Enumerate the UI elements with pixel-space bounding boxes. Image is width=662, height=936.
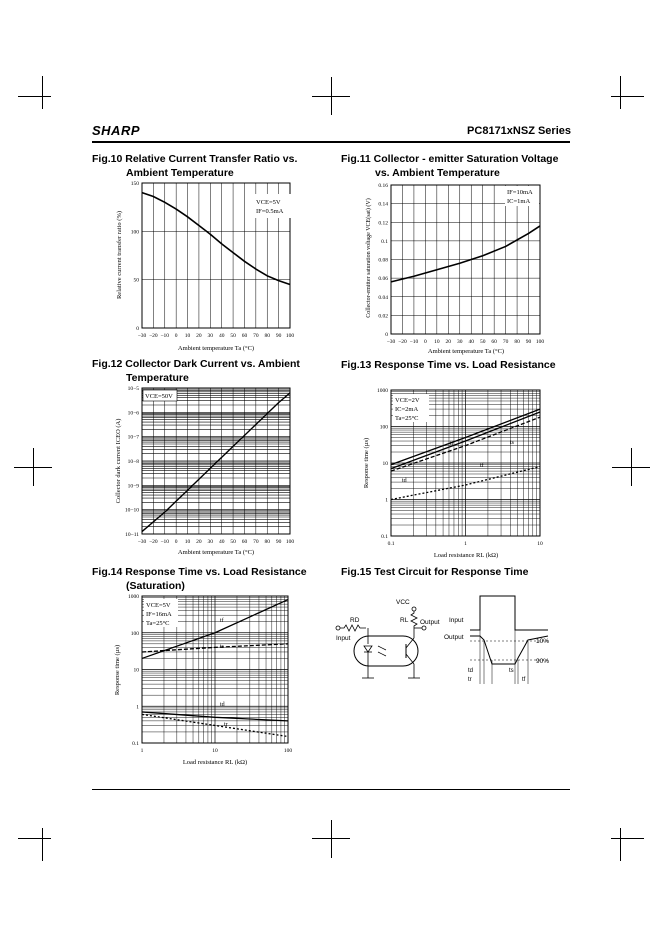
- fig11-ytick: 0.16: [378, 183, 388, 189]
- fig10-ytick: 0: [136, 326, 139, 332]
- fig11-xtick: −20: [398, 339, 407, 345]
- fig11-xtick: 20: [445, 339, 452, 345]
- fig14-xtick: 1: [140, 748, 144, 754]
- fig13-xtick: 1: [464, 541, 467, 547]
- fig11-xtick: 30: [457, 339, 463, 345]
- fig11-cond-ic: IC=1mA: [507, 198, 531, 205]
- header-rule: [92, 141, 570, 143]
- fig10-xtick: 40: [218, 333, 225, 339]
- fig15-rl: RL: [400, 617, 409, 624]
- fig15-wave-input-label: Input: [449, 617, 464, 624]
- fig14-label-tr: tr: [224, 722, 228, 728]
- fig13-label-tf: tf: [480, 463, 484, 469]
- fig15-circuit-output: Output: [420, 619, 440, 626]
- fig14-ytick: 1: [136, 704, 139, 711]
- fig12-ytick: 10−9: [127, 483, 139, 490]
- fig10-xtick: 0: [174, 333, 178, 339]
- fig11-cond-if: IF=10mA: [507, 189, 533, 196]
- fig12-title: Fig.12 Collector Dark Current vs. Ambient Temperature: [92, 358, 300, 384]
- fig13-xtick: 0.1: [387, 541, 395, 547]
- fig11-xtick: 90: [525, 339, 532, 345]
- fig14-title: Fig.14 Response Time vs. Load Resistance (Saturation): [92, 566, 307, 592]
- fig10-xtick: −30: [137, 333, 147, 339]
- fig10-ytick: 50: [133, 277, 139, 284]
- fig14-ytick: 100: [130, 630, 139, 637]
- fig15-wave-output-label: Output: [444, 634, 464, 641]
- model-title: PC8171xNSZ Series: [467, 125, 571, 137]
- fig10-xtick: 50: [230, 333, 236, 339]
- fig13-ytick: 100: [379, 424, 388, 431]
- fig10-xtick: 10: [184, 333, 191, 339]
- fig15-rd: RD: [350, 617, 360, 624]
- fig12-cond-vce: VCE=50V: [145, 393, 173, 400]
- fig13-cond-ic: IC=2mA: [395, 406, 419, 413]
- fig11-xlabel: Ambient temperature Ta (°C): [427, 348, 505, 355]
- fig12-ytick: 10−7: [127, 434, 139, 441]
- fig13-label-tr: tr: [450, 441, 454, 447]
- fig12-xlabel: Ambient temperature Ta (°C): [177, 549, 255, 556]
- fig12-ytick: 10−6: [127, 410, 139, 417]
- fig12-chart: [90, 385, 310, 560]
- fig15-vcc: VCC: [396, 599, 410, 606]
- fig13-ytick: 1: [385, 497, 388, 504]
- fig10-cond-vce: VCE=5V: [256, 199, 281, 206]
- fig10-xtick: −20: [149, 333, 158, 339]
- fig14-ytick: 10: [133, 667, 139, 674]
- fig14-ytick: 0.1: [132, 741, 139, 747]
- fig10-title: Fig.10 Relative Current Transfer Ratio vs. Ambient Temperature: [92, 153, 298, 179]
- fig14-cond-ta: Ta=25°C: [146, 620, 170, 627]
- fig11-ytick: 0.02: [378, 313, 388, 320]
- fig12-xtick: 90: [275, 539, 282, 545]
- fig11-xtick: 10: [434, 339, 440, 345]
- fig13-title: Fig.13 Response Time vs. Load Resistance: [341, 359, 556, 371]
- fig11-chart: [340, 182, 562, 360]
- fig14-ylabel: Response time (µs): [114, 644, 121, 696]
- fig10-xtick: 30: [207, 333, 214, 339]
- fig12-xtick: 20: [196, 539, 202, 545]
- fig11-ylabel: Collector-emitter saturation voltage VCE(sat) (V): [366, 198, 372, 318]
- fig10-xlabel: Ambient temperature Ta (°C): [177, 345, 255, 352]
- fig14-xtick: 10: [212, 748, 218, 754]
- fig13-cond-vce: VCE=2V: [395, 397, 420, 404]
- fig12-xtick: 40: [218, 539, 225, 545]
- fig11-ytick: 0.04: [378, 294, 388, 301]
- fig11-xtick: −30: [386, 339, 396, 345]
- fig10-ytick: 150: [130, 181, 139, 187]
- fig10-chart: [90, 180, 310, 355]
- fig12-ytick: 10−8: [127, 459, 139, 465]
- fig15-pct90: 90%: [536, 658, 550, 665]
- fig13-ytick: 1000: [377, 388, 388, 394]
- fig10-xtick: 80: [264, 333, 270, 339]
- fig11-xtick: 40: [468, 339, 474, 345]
- fig11-ytick: 0: [385, 332, 388, 338]
- fig15-td: td: [468, 668, 474, 674]
- brand-logo: SHARP: [92, 123, 141, 138]
- fig11-ytick: 0.12: [378, 220, 388, 227]
- fig12-xtick: 60: [241, 539, 248, 545]
- fig14-chart: [90, 592, 310, 770]
- fig11-xtick: 50: [479, 339, 486, 345]
- fig11-xtick: 0: [424, 339, 427, 345]
- fig13-ytick: 0.1: [381, 534, 388, 540]
- fig15-title: Fig.15 Test Circuit for Response Time: [341, 566, 529, 578]
- fig11-ytick: 0.08: [378, 257, 388, 264]
- fig10-xtick: 90: [275, 333, 282, 339]
- fig12-xtick: 100: [285, 539, 295, 545]
- fig13-ytick: 10: [382, 461, 388, 467]
- fig11-xtick: 100: [535, 339, 545, 345]
- fig12-xtick: −20: [149, 539, 158, 545]
- fig12-xtick: −30: [137, 539, 147, 545]
- fig14-label-ts: ts: [220, 644, 225, 650]
- fig14-xtick: 100: [283, 748, 293, 754]
- fig12-xtick: 30: [207, 539, 214, 545]
- fig13-ylabel: Response time (µs): [363, 437, 370, 489]
- fig12-xtick: 50: [230, 539, 236, 545]
- fig15-tf: tf: [522, 677, 526, 683]
- fig11-curve: [391, 226, 540, 282]
- fig10-ytick: 100: [130, 229, 139, 236]
- fig10-cond-if: IF=0.5mA: [256, 208, 284, 215]
- fig12-ytick: 10−5: [127, 386, 139, 392]
- footer-rule: [92, 789, 570, 790]
- fig11-xtick: 80: [514, 339, 520, 345]
- fig14-label-td: td: [220, 702, 225, 708]
- fig11-xtick: 60: [491, 339, 497, 345]
- fig10-ylabel: Relative current transfer ratio (%): [116, 210, 123, 300]
- fig12-ytick: 10−10: [124, 507, 139, 514]
- fig11-ytick: 0.1: [381, 238, 388, 245]
- fig12-xtick: 0: [174, 539, 178, 545]
- fig13-label-td: td: [402, 478, 407, 484]
- fig10-xtick: 60: [241, 333, 248, 339]
- fig15-diagram: [330, 588, 570, 698]
- fig11-xtick: −10: [409, 339, 419, 345]
- fig13-chart: [340, 385, 562, 563]
- fig12-xtick: 80: [264, 539, 270, 545]
- fig10-xtick: −10: [160, 333, 170, 339]
- fig15-ts: ts: [509, 668, 514, 674]
- fig14-label-tf: tf: [220, 618, 224, 624]
- fig12-xtick: 70: [253, 539, 259, 545]
- fig11-xtick: 70: [502, 339, 509, 345]
- fig14-cond-if: IF=16mA: [146, 611, 172, 618]
- fig10-xtick: 20: [196, 333, 202, 339]
- fig13-label-ts: ts: [510, 440, 515, 446]
- fig15-circuit-input: Input: [336, 635, 351, 642]
- fig12-ylabel: Collector dark current ICEO (A): [115, 418, 122, 504]
- fig11-ytick: 0.14: [378, 201, 388, 208]
- fig14-cond-vce: VCE=5V: [146, 602, 171, 609]
- fig12-xtick: 10: [184, 539, 191, 545]
- fig13-xtick: 10: [537, 541, 543, 547]
- fig13-xlabel: Load resistance RL (kΩ): [433, 552, 499, 559]
- fig11-title: Fig.11 Collector - emitter Saturation Voltage vs. Ambient Temperature: [341, 153, 559, 179]
- fig13-cond-ta: Ta=25°C: [395, 415, 419, 422]
- fig12-ytick: 10−11: [125, 532, 139, 538]
- fig12-xtick: −10: [160, 539, 170, 545]
- fig11-ytick: 0.06: [378, 276, 388, 283]
- fig15-tr: tr: [468, 677, 472, 683]
- fig14-xlabel: Load resistance RL (kΩ): [182, 759, 248, 766]
- fig10-xtick: 100: [285, 333, 295, 339]
- fig15-pct10: 10%: [536, 638, 550, 645]
- fig10-xtick: 70: [253, 333, 259, 339]
- fig14-ytick: 1000: [128, 594, 139, 600]
